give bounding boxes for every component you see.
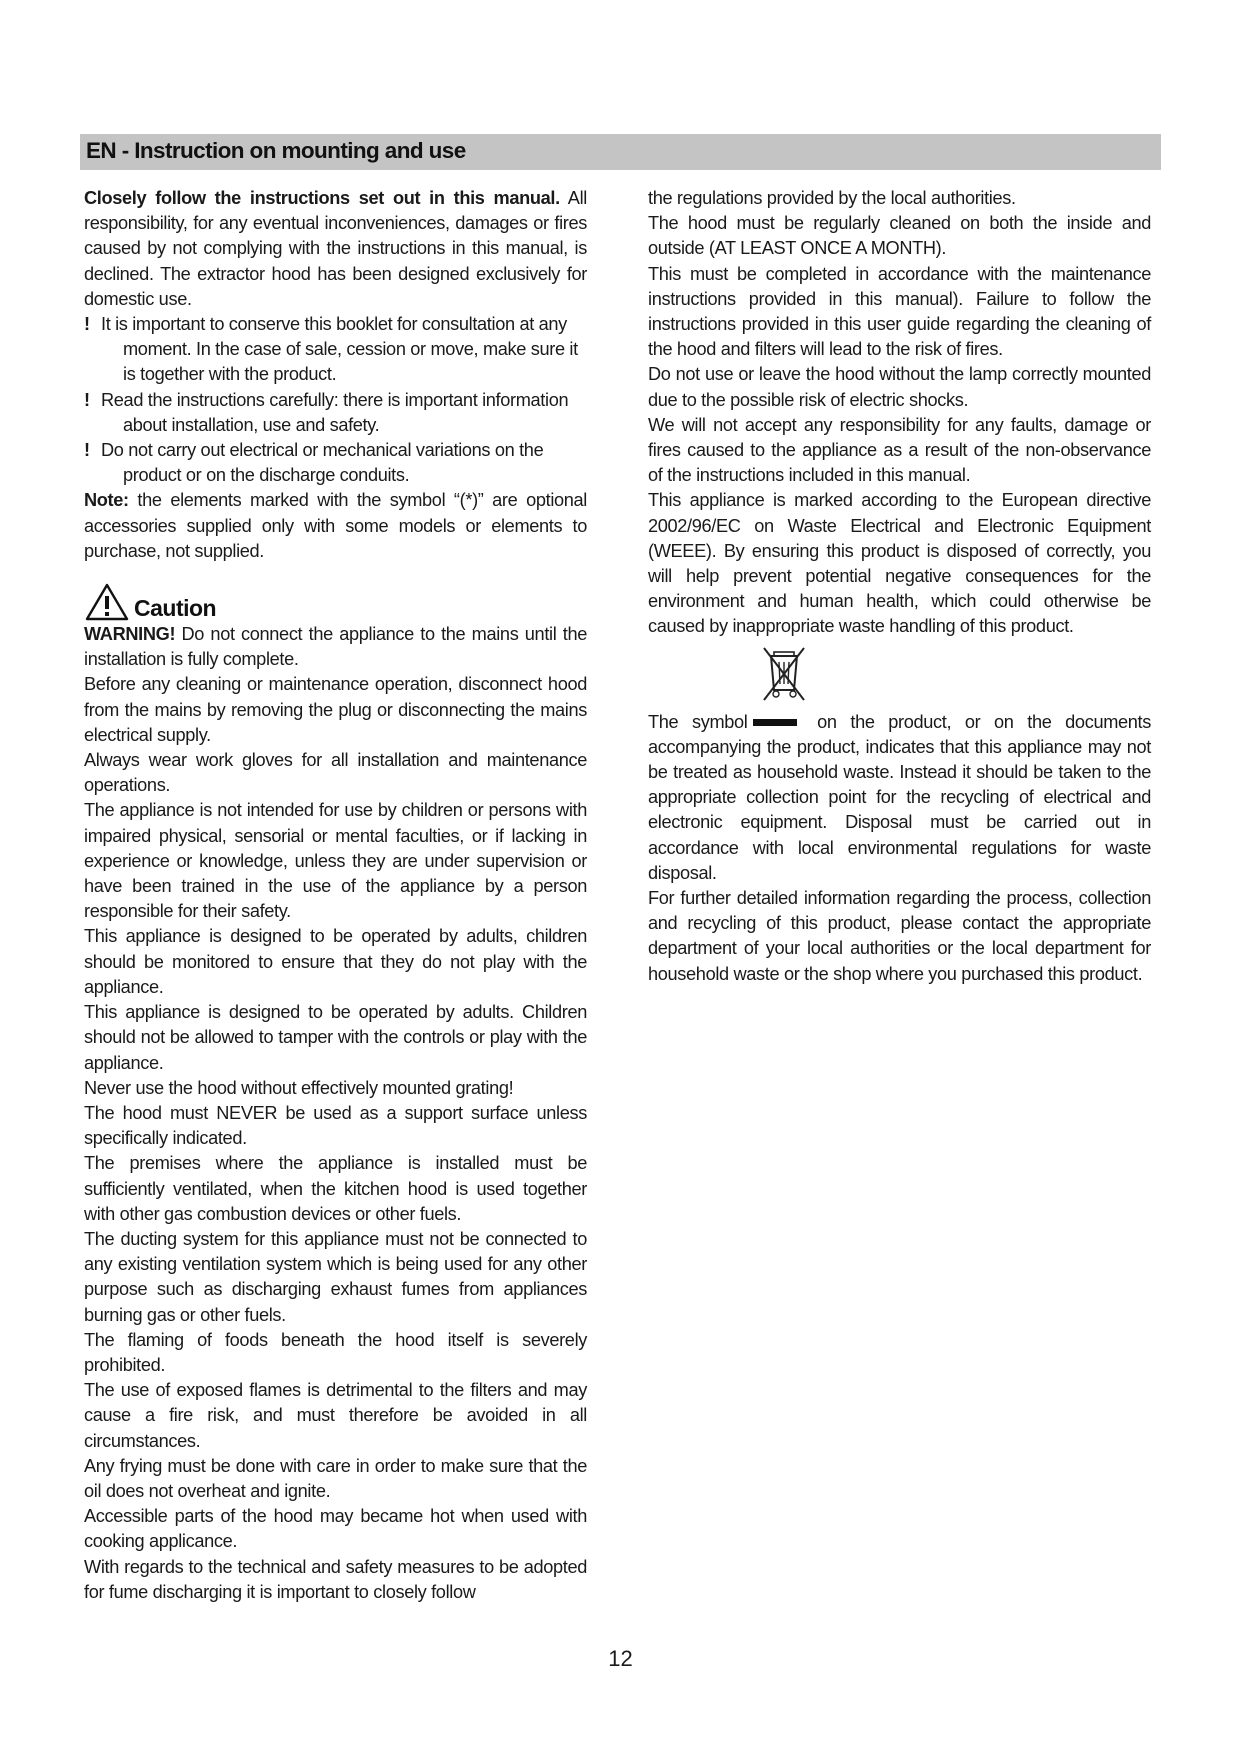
body-paragraph: the regulations provided by the local authorities. [648, 188, 1016, 208]
right-column [648, 186, 1151, 987]
body-paragraph: This appliance is designed to be operated by adults. Children should not be allowed to tamper with the controls or play with the appliance. [84, 1002, 587, 1073]
symbol-text: on the product, or on the documents accompanying the product, indicates that this appliance may not be treated as household waste. Instead it should be taken to the appropriate collection point for the recycling of electrical and electronic equipment. Disposal must be carried out in accordance with local environmental regulations for waste disposal. [648, 711, 1151, 883]
body-paragraph: Never use the hood without effectively mounted grating! [84, 1077, 514, 1098]
note-text: the elements marked with the symbol “(*)” are optional accessories supplied only with some models or elements to purchase, not supplied. [84, 490, 587, 561]
body-paragraph: The ducting system for this appliance must not be connected to any existing ventilation system which is being used for any other purpose such as discharging exhaust fumes from appliances burning gas or other fuels. [84, 1228, 587, 1325]
body-paragraph: Any frying must be done with care in order to make sure that the oil does not overheat and ignite. [84, 1455, 587, 1501]
body-paragraph: The flaming of foods beneath the hood itself is severely prohibited. [84, 1329, 587, 1375]
weee-symbol [648, 644, 1151, 710]
body-paragraph: With regards to the technical and safety measures to be adopted for fume discharging it is important to closely follow [84, 1556, 587, 1602]
exclamation-icon: ! [84, 389, 90, 410]
notice-text: Do not carry out electrical or mechanical variations on the product or on the discharge conduits. [101, 440, 544, 486]
intro-paragraph [84, 186, 587, 312]
body-paragraph: The premises where the appliance is installed must be sufficiently ventilated, when the kitchen hood is used together with other gas combustion devices or other fuels. [84, 1153, 587, 1224]
section-title: EN - Instruction on mounting and use [86, 138, 466, 163]
body-paragraph: The appliance is not intended for use by children or persons with impaired physical, sensorial or mental faculties, or if lacking in experience or knowledge, unless they are under supervision or have been trained in the use of the appliance by a person responsible for their safety. [84, 800, 587, 922]
warning-paragraph [84, 622, 587, 672]
notice-item [84, 388, 587, 438]
body-paragraph: Always wear work gloves for all installation and maintenance operations. [84, 750, 587, 796]
intro-bold-text: Closely follow the instructions set out in this manual. [84, 188, 560, 208]
exclamation-icon: ! [84, 314, 90, 335]
caution-label: Caution [134, 595, 217, 622]
crossed-bin-icon [756, 644, 812, 706]
notice-item [84, 438, 587, 488]
weee-paragraph: This appliance is marked according to the European directive 2002/96/EC on Waste Electrical and Electronic Equipment (WEEE). By ensuring this product is disposed of correctly, you will help prevent potential negative consequences for the environment and human health, which could otherwise be caused by inappropriate waste handling of this product. [648, 490, 1151, 637]
notice-text: It is important to conserve this booklet for consultation at any moment. In the case of sale, cession or move, make sure it is together with the product. [101, 314, 578, 385]
body-paragraph: For further detailed information regarding the process, collection and recycling of this product, please contact the appropriate department of your local authorities or the local department for household waste or the shop where you purchased this product. [648, 888, 1151, 984]
notice-item [84, 312, 587, 388]
body-paragraph: The hood must NEVER be used as a support surface unless specifically indicated. [84, 1102, 587, 1149]
body-paragraph: Do not use or leave the hood without the lamp correctly mounted due to the possible risk of electric shocks. [648, 364, 1151, 410]
body-paragraph: This appliance is designed to be operated by adults, children should be monitored to ensure that they do not play with the appliance. [84, 926, 587, 997]
warning-label: WARNING! [84, 624, 176, 645]
body-paragraph: This must be completed in accordance with the maintenance instructions provided in this manual). Failure to follow the instructions provided in this user guide regarding the cleaning of the hood and filters will lead to the risk of fires. [648, 263, 1151, 360]
symbol-paragraph [648, 710, 1151, 886]
note-label: Note: [84, 490, 129, 511]
black-bar-icon [753, 719, 797, 726]
notice-text: Read the instructions carefully: there is important information about installation, use and safety. [101, 389, 569, 435]
body-paragraph: The hood must be regularly cleaned on both the inside and outside (AT LEAST ONCE A MONTH). [648, 213, 1151, 259]
symbol-prefix: The symbol [648, 711, 748, 732]
note-paragraph [84, 488, 587, 564]
warning-triangle-icon [84, 582, 130, 622]
left-column [84, 186, 587, 1605]
body-paragraph: We will not accept any responsibility for any faults, damage or fires caused to the appliance as a result of the non-observance of the instructions included in this manual. [648, 414, 1151, 486]
body-paragraph: Accessible parts of the hood may became hot when used with cooking applicance. [84, 1506, 587, 1552]
page-number: 12 [608, 1646, 633, 1671]
intro-text: All responsibility, for any eventual inconveniences, damages or fires caused by not complying with the instructions in this manual, is declined. The extractor hood has been designed exclusively for domestic use. [84, 188, 587, 309]
warning-text: Do not connect the appliance to the mains until the installation is fully complete. [84, 624, 587, 670]
caution-heading [84, 582, 587, 622]
section-header [80, 134, 1161, 170]
body-paragraph: The use of exposed flames is detrimental to the filters and may cause a fire risk, and must therefore be avoided in all circumstances. [84, 1380, 587, 1451]
exclamation-icon: ! [84, 440, 90, 461]
body-paragraph: Before any cleaning or maintenance operation, disconnect hood from the mains by removing the plug or disconnecting the mains electrical supply. [84, 674, 587, 745]
